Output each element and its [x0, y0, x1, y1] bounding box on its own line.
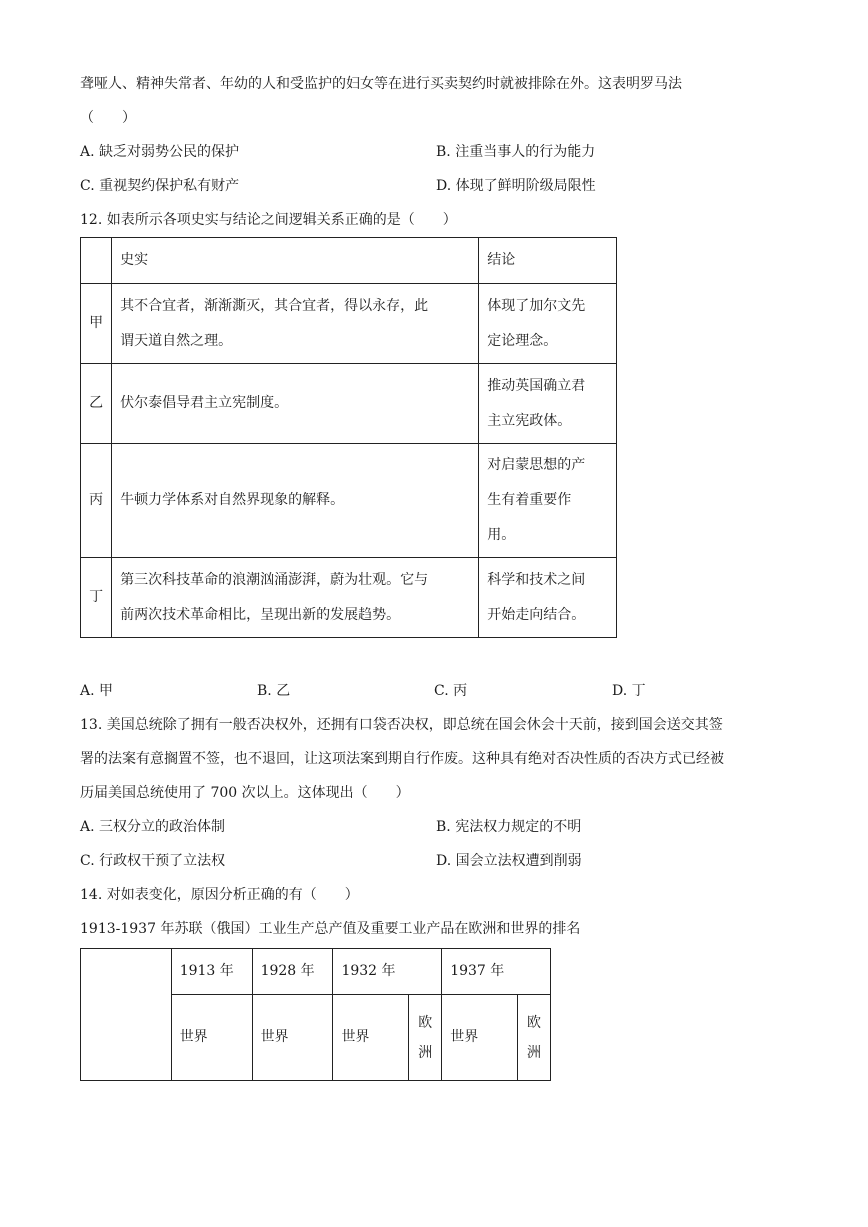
sub-europe: 欧 洲	[409, 995, 442, 1081]
sub-europe: 欧 洲	[518, 995, 551, 1081]
q13-stem-line: 历届美国总统使用了 700 次以上。这体现出（ ）	[80, 785, 410, 801]
row-conclusion-line: 用。	[487, 527, 516, 543]
q11-option-a: A. 缺乏对弱势公民的保护	[80, 144, 240, 160]
table-corner-empty	[81, 949, 172, 1081]
year-1937: 1937 年	[442, 949, 551, 995]
row-label: 丙	[81, 444, 112, 558]
q13-option-c: C. 行政权干预了立法权	[80, 853, 226, 869]
row-fact-line: 牛顿力学体系对自然界现象的解释。	[120, 492, 345, 508]
q12-stem: 12. 如表所示各项史实与结论之间逻辑关系正确的是（ ）	[80, 212, 457, 228]
row-conclusion	[479, 364, 617, 444]
q11-option-d: D. 体现了鲜明阶级局限性	[436, 178, 596, 194]
row-fact-line: 谓天道自然之理。	[120, 332, 233, 349]
q12-option-b: B. 乙	[257, 683, 291, 699]
q14-table	[80, 948, 551, 1081]
year-1928: 1928 年	[252, 949, 333, 995]
q14-table-caption: 1913-1937 年苏联（俄国）工业生产总产值及重要工业产品在欧洲和世界的排名	[80, 921, 581, 937]
row-fact-line: 第三次科技革命的浪潮汹涌澎湃，蔚为壮观。它与	[120, 571, 429, 588]
q12-option-a: A. 甲	[80, 683, 114, 699]
row-conclusion-line: 定论理念。	[487, 332, 558, 349]
sub-world: 世界	[252, 995, 333, 1081]
table-header-fact: 史实	[112, 238, 479, 284]
table-header-conclusion: 结论	[479, 238, 617, 284]
q13-option-d: D. 国会立法权遭到削弱	[436, 853, 582, 869]
row-conclusion-line: 推动英国确立君	[487, 377, 586, 394]
table-header-empty	[81, 238, 112, 284]
row-conclusion-line: 主立宪政体。	[487, 412, 572, 429]
row-conclusion-line: 生有着重要作	[487, 492, 572, 508]
q12-option-d: D. 丁	[612, 683, 646, 699]
q11-stem-tail: 聋哑人、精神失常者、年幼的人和受监护的妇女等在进行买卖契约时就被排除在外。这表明罗马法	[80, 76, 682, 92]
q13-option-a: A. 三权分立的政治体制	[80, 819, 226, 835]
table-row	[81, 444, 617, 558]
row-conclusion	[479, 444, 617, 558]
year-1932: 1932 年	[333, 949, 442, 995]
row-fact-line: 前两次技术革命相比，呈现出新的发展趋势。	[120, 606, 401, 623]
row-label: 乙	[81, 364, 112, 444]
q12-option-c: C. 丙	[434, 683, 468, 699]
q12-table	[80, 237, 617, 638]
table-row	[81, 364, 617, 444]
row-conclusion-line: 开始走向结合。	[487, 606, 586, 623]
row-fact-line: 其不合宜者，渐渐澌灭，其合宜者，得以永存，此	[120, 297, 429, 314]
q11-option-b: B. 注重当事人的行为能力	[436, 144, 596, 160]
table-row	[81, 284, 617, 364]
table-header-row	[81, 238, 617, 284]
q13-stem-line: 13. 美国总统除了拥有一般否决权外，还拥有口袋否决权，即总统在国会休会十天前，接到国会送交其签	[80, 717, 723, 733]
q14-stem: 14. 对如表变化，原因分析正确的有（ ）	[80, 887, 359, 903]
q11-option-c: C. 重视契约保护私有财产	[80, 178, 240, 194]
q11-answer-paren: （ ）	[80, 110, 136, 126]
row-fact	[112, 558, 479, 638]
year-1913: 1913 年	[171, 949, 252, 995]
row-fact-line: 伏尔泰倡导君主立宪制度。	[120, 395, 289, 411]
row-label: 丁	[81, 558, 112, 638]
row-conclusion-line: 科学和技术之间	[487, 571, 586, 588]
table-header-row	[81, 949, 551, 995]
row-fact	[112, 364, 479, 444]
row-conclusion	[479, 558, 617, 638]
row-label: 甲	[81, 284, 112, 364]
row-fact	[112, 284, 479, 364]
q13-stem-line: 署的法案有意搁置不签，也不退回，让这项法案到期自行作废。这种具有绝对否决性质的否决方式已经被	[80, 751, 724, 767]
q13-option-b: B. 宪法权力规定的不明	[436, 819, 582, 835]
row-conclusion	[479, 284, 617, 364]
row-fact	[112, 444, 479, 558]
row-conclusion-line: 对启蒙思想的产	[487, 457, 586, 473]
table-row	[81, 558, 617, 638]
sub-world: 世界	[442, 995, 518, 1081]
row-conclusion-line: 体现了加尔文先	[487, 297, 586, 314]
sub-world: 世界	[171, 995, 252, 1081]
sub-world: 世界	[333, 995, 409, 1081]
